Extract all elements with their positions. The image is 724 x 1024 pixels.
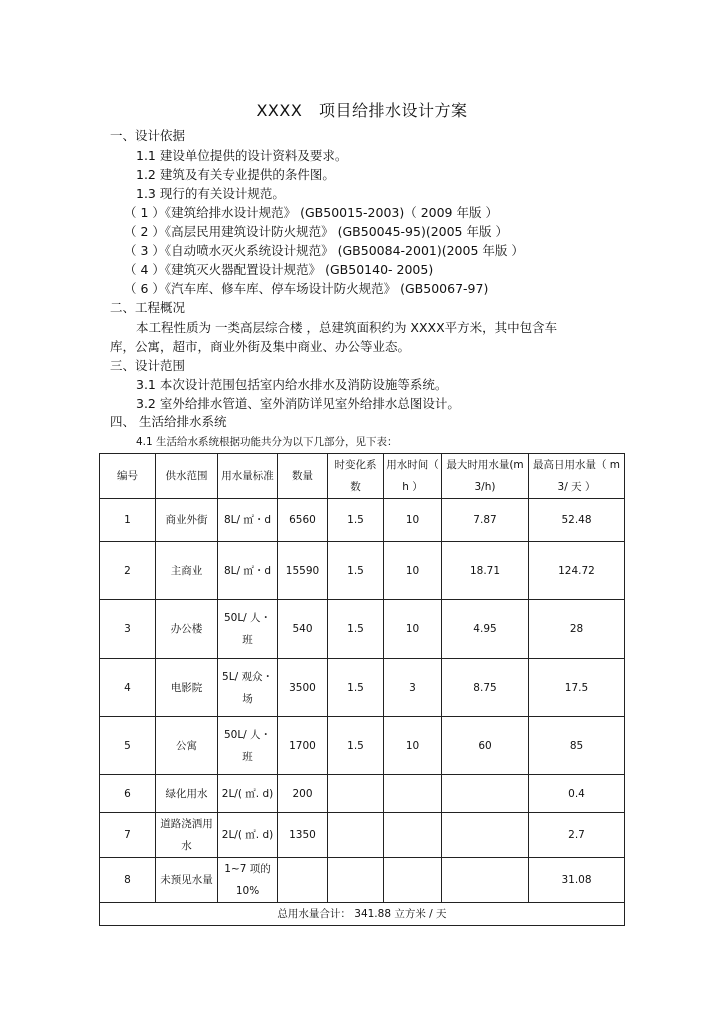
cell-standard: 50L/ 人・班 bbox=[218, 717, 278, 775]
table-row bbox=[100, 659, 625, 717]
standard-item: （ 1 ）《建筑给排水设计规范》 (GB50015-2003)（ 2009 年版 ） bbox=[124, 205, 498, 220]
cell-max-day: 2.7 bbox=[529, 813, 625, 858]
cell-quantity: 1350 bbox=[278, 813, 328, 858]
table-total-row bbox=[100, 903, 625, 926]
cell-no: 4 bbox=[100, 659, 156, 717]
cell-factor: 1.5 bbox=[328, 717, 384, 775]
overview-paragraph-line1: 本工程性质为 一类高层综合楼 ，总建筑面积约为 XXXX平方米，其中包含车 bbox=[136, 320, 558, 335]
standard-item: （ 2 ）《高层民用建筑设计防火规范》 (GB50045-95)(2005 年版 ） bbox=[124, 224, 508, 239]
header-cell: 时变化系数 bbox=[328, 454, 384, 499]
title-prefix: XXXX bbox=[256, 101, 303, 120]
table-row bbox=[100, 813, 625, 858]
cell-quantity: 1700 bbox=[278, 717, 328, 775]
cell-factor: 1.5 bbox=[328, 600, 384, 659]
cell-no: 6 bbox=[100, 775, 156, 813]
basis-item: 1.1 建设单位提供的设计资料及要求。 bbox=[136, 148, 348, 163]
cell-max-day: 31.08 bbox=[529, 858, 625, 903]
cell-max-day: 85 bbox=[529, 717, 625, 775]
cell-max-hour bbox=[442, 775, 529, 813]
basis-item: 1.2 建筑及有关专业提供的条件图。 bbox=[136, 167, 335, 182]
cell-standard: 1~7 项的 10% bbox=[218, 858, 278, 903]
table-row bbox=[100, 542, 625, 600]
table-row bbox=[100, 499, 625, 542]
table-row bbox=[100, 858, 625, 903]
cell-scope: 办公楼 bbox=[156, 600, 218, 659]
section-heading-3: 三、设计范围 bbox=[110, 358, 186, 373]
cell-hours bbox=[384, 858, 442, 903]
standard-item: （ 4 ）《建筑灭火器配置设计规范》 (GB50140- 2005) bbox=[124, 262, 434, 277]
cell-max-day: 124.72 bbox=[529, 542, 625, 600]
cell-max-hour: 4.95 bbox=[442, 600, 529, 659]
title-main: 项目给排水设计方案 bbox=[319, 101, 468, 120]
cell-factor bbox=[328, 858, 384, 903]
cell-max-hour: 18.71 bbox=[442, 542, 529, 600]
cell-quantity: 6560 bbox=[278, 499, 328, 542]
cell-max-hour bbox=[442, 858, 529, 903]
cell-hours: 10 bbox=[384, 600, 442, 659]
cell-factor: 1.5 bbox=[328, 659, 384, 717]
table-row bbox=[100, 775, 625, 813]
header-cell: 用水量标准 bbox=[218, 454, 278, 499]
cell-max-day: 17.5 bbox=[529, 659, 625, 717]
cell-quantity bbox=[278, 858, 328, 903]
page-title bbox=[0, 98, 724, 121]
cell-quantity: 3500 bbox=[278, 659, 328, 717]
cell-hours: 10 bbox=[384, 542, 442, 600]
cell-quantity: 200 bbox=[278, 775, 328, 813]
header-cell: 数量 bbox=[278, 454, 328, 499]
header-cell: 最大时用水量(m3/h) bbox=[442, 454, 529, 499]
section-heading-4: 四、 生活给排水系统 bbox=[110, 414, 227, 429]
table-header-row bbox=[100, 454, 625, 499]
cell-no: 3 bbox=[100, 600, 156, 659]
cell-scope: 主商业 bbox=[156, 542, 218, 600]
header-cell: 用水时间（ h ） bbox=[384, 454, 442, 499]
cell-max-hour: 60 bbox=[442, 717, 529, 775]
scope-item: 3.1 本次设计范围包括室内给水排水及消防设施等系统。 bbox=[136, 377, 448, 392]
standard-item: （ 3 ）《自动喷水灭火系统设计规范》 (GB50084-2001)(2005 年版 ） bbox=[124, 243, 524, 258]
cell-scope: 商业外街 bbox=[156, 499, 218, 542]
cell-max-day: 28 bbox=[529, 600, 625, 659]
section-heading-1: 一、设计依据 bbox=[110, 128, 186, 143]
cell-scope: 绿化用水 bbox=[156, 775, 218, 813]
cell-standard: 2L/( ㎡. d) bbox=[218, 775, 278, 813]
cell-max-hour: 8.75 bbox=[442, 659, 529, 717]
cell-no: 1 bbox=[100, 499, 156, 542]
cell-hours: 10 bbox=[384, 499, 442, 542]
cell-hours: 3 bbox=[384, 659, 442, 717]
cell-quantity: 15590 bbox=[278, 542, 328, 600]
cell-factor bbox=[328, 813, 384, 858]
table-caption: 4.1 生活给水系统根据功能共分为以下几部分，见下表： bbox=[136, 436, 398, 448]
cell-max-hour: 7.87 bbox=[442, 499, 529, 542]
water-demand-table bbox=[99, 453, 625, 926]
cell-hours: 10 bbox=[384, 717, 442, 775]
cell-no: 7 bbox=[100, 813, 156, 858]
table-row bbox=[100, 600, 625, 659]
cell-factor bbox=[328, 775, 384, 813]
cell-hours bbox=[384, 775, 442, 813]
cell-scope: 公寓 bbox=[156, 717, 218, 775]
cell-factor: 1.5 bbox=[328, 499, 384, 542]
table-row bbox=[100, 717, 625, 775]
scope-item: 3.2 室外给排水管道、室外消防详见室外给排水总图设计。 bbox=[136, 396, 460, 411]
header-cell: 供水范围 bbox=[156, 454, 218, 499]
cell-standard: 5L/ 观众・场 bbox=[218, 659, 278, 717]
cell-standard: 50L/ 人・班 bbox=[218, 600, 278, 659]
cell-scope: 未预见水量 bbox=[156, 858, 218, 903]
cell-standard: 8L/ ㎡・d bbox=[218, 542, 278, 600]
cell-scope: 道路浇洒用水 bbox=[156, 813, 218, 858]
standard-item: （ 6 ）《汽车库、修车库、停车场设计防火规范》 (GB50067-97) bbox=[124, 281, 489, 296]
cell-no: 8 bbox=[100, 858, 156, 903]
cell-max-day: 0.4 bbox=[529, 775, 625, 813]
cell-standard: 2L/( ㎡. d) bbox=[218, 813, 278, 858]
cell-scope: 电影院 bbox=[156, 659, 218, 717]
cell-max-day: 52.48 bbox=[529, 499, 625, 542]
cell-factor: 1.5 bbox=[328, 542, 384, 600]
total-cell: 总用水量合计： 341.88 立方米 / 天 bbox=[100, 903, 625, 926]
cell-no: 5 bbox=[100, 717, 156, 775]
header-cell: 编号 bbox=[100, 454, 156, 499]
cell-no: 2 bbox=[100, 542, 156, 600]
basis-item: 1.3 现行的有关设计规范。 bbox=[136, 186, 285, 201]
section-heading-2: 二、工程概况 bbox=[110, 300, 186, 315]
cell-standard: 8L/ ㎡・d bbox=[218, 499, 278, 542]
cell-hours bbox=[384, 813, 442, 858]
header-cell: 最高日用水量（ m3/ 天 ） bbox=[529, 454, 625, 499]
cell-quantity: 540 bbox=[278, 600, 328, 659]
cell-max-hour bbox=[442, 813, 529, 858]
overview-paragraph-line2: 库，公寓，超市，商业外街及集中商业、办公等业态。 bbox=[110, 339, 411, 354]
